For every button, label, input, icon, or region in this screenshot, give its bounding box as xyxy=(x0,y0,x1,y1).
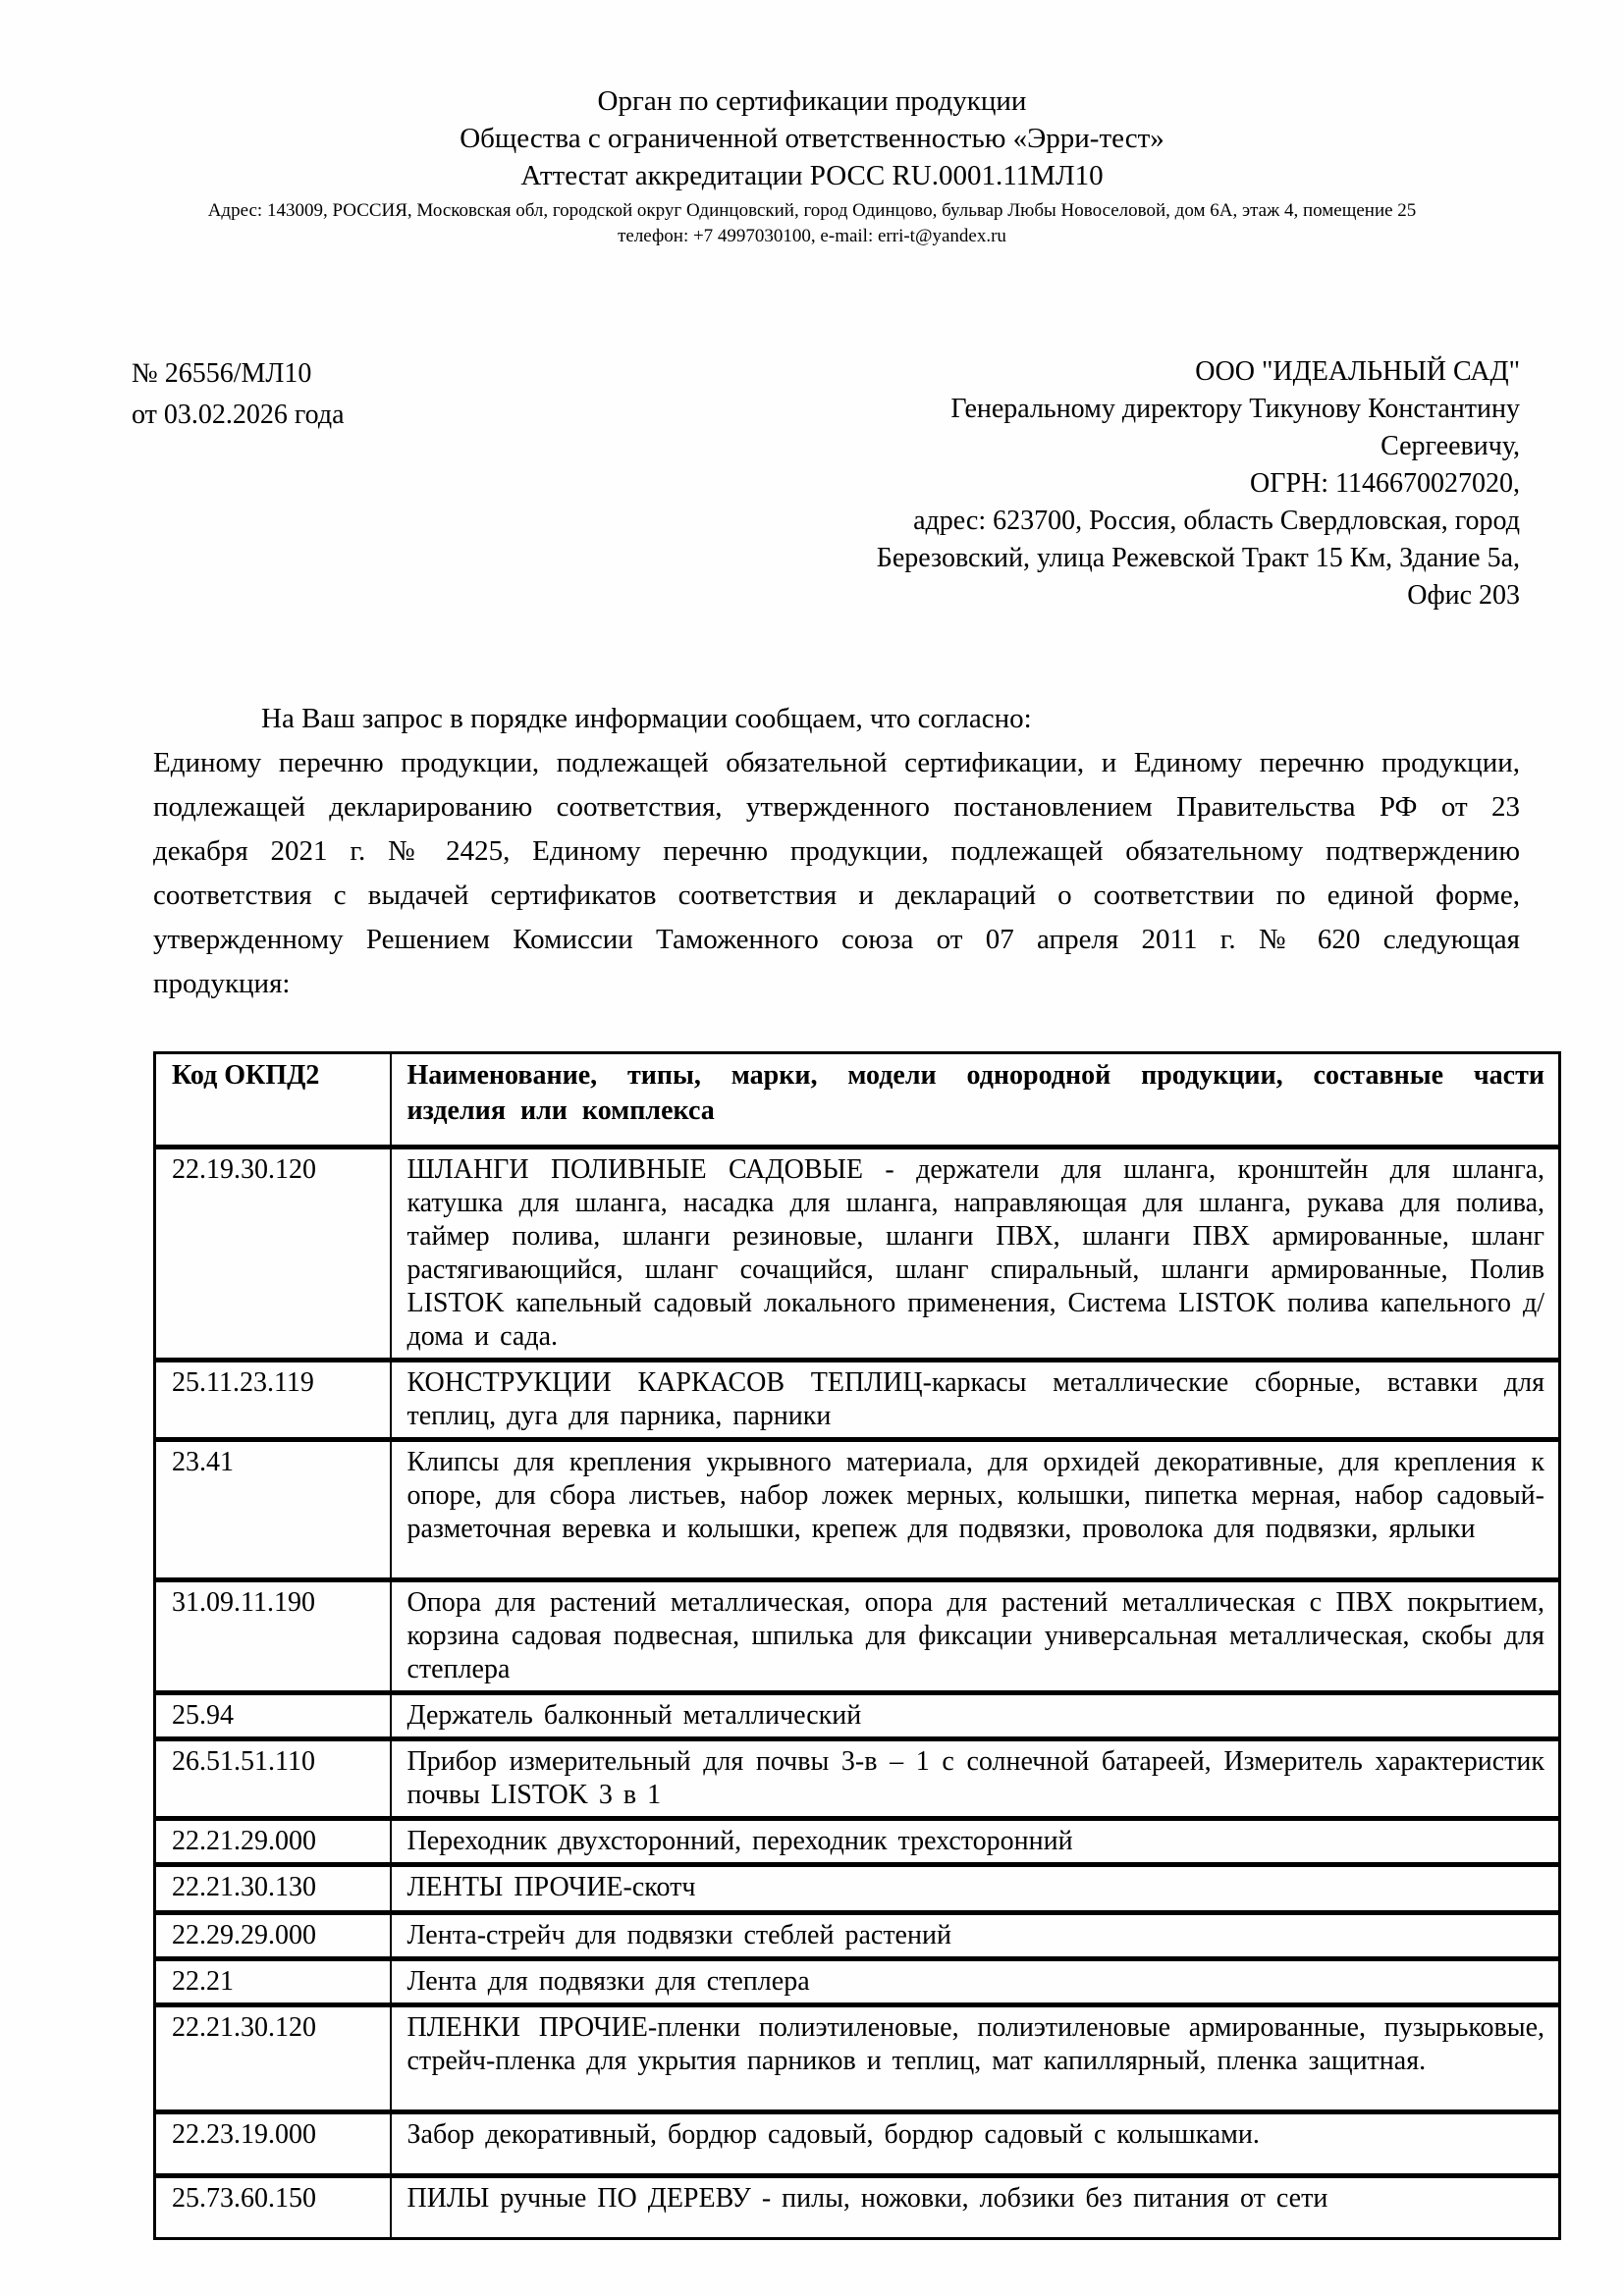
addressee-block xyxy=(877,353,1520,614)
row-desc-cell: Держатель балконный металлический xyxy=(391,1693,1560,1739)
row-code-cell: 25.11.23.119 xyxy=(155,1361,391,1440)
row-desc-cell: Переходник двухсторонний, переходник трехсторонний xyxy=(391,1819,1560,1865)
letterhead-contact: телефон: +7 4997030100, e-mail: erri-t@yandex.ru xyxy=(618,226,1006,246)
row-code-cell: 25.94 xyxy=(155,1693,391,1739)
row-code-cell: 22.21 xyxy=(155,1959,391,2005)
addressee-line: Генеральному директору Тикунову Константину xyxy=(950,394,1520,424)
table-row xyxy=(155,1693,1560,1739)
row-desc-cell: ПИЛЫ ручные ПО ДЕРЕВУ - пилы, ножовки, лобзики без питания от сети xyxy=(391,2176,1560,2239)
body-intro: На Ваш запрос в порядке информации сообщаем, что согласно: xyxy=(261,703,1032,734)
letter-body xyxy=(153,697,1520,1006)
letter-meta-row xyxy=(132,353,1561,614)
row-desc-cell: Прибор измерительный для почвы 3-в – 1 с солнечной батареей, Измеритель характеристик почвы LISTOK 3 в 1 xyxy=(391,1739,1560,1819)
row-desc-cell: ШЛАНГИ ПОЛИВНЫЕ САДОВЫЕ - держатели для шланга, кронштейн для шланга, катушка для шланга, насадка для шланга, направляющая для шланга, рукава для полива, таймер полива, шланги резиновые, шланги ПВХ, шланги ПВХ армированные, шланг растягивающийся, шланг сочащийся, шланг спиральный, шланги армированные, Полив LISTOK капельный садовый локального применения, Система LISTOK полива капельного д/дома и сада. xyxy=(391,1148,1560,1361)
row-code-cell: 22.21.30.130 xyxy=(155,1865,391,1913)
table-row xyxy=(155,1580,1560,1693)
table-row xyxy=(155,1913,1560,1959)
table-row xyxy=(155,1739,1560,1819)
letterhead-line-2: Общества с ограниченной ответственностью «Эрри-тест» xyxy=(460,123,1164,154)
table-row xyxy=(155,1819,1560,1865)
row-desc-cell: ПЛЕНКИ ПРОЧИЕ-пленки полиэтиленовые, полиэтиленовые армированные, пузырьковые, стрейч-пленка для укрытия парников и теплиц, мат капиллярный, пленка защитная. xyxy=(391,2005,1560,2112)
letterhead xyxy=(63,82,1561,249)
table-row xyxy=(155,1959,1560,2005)
table-row xyxy=(155,1361,1560,1440)
letter-number-block xyxy=(132,353,345,614)
letter-date: от 03.02.2026 года xyxy=(132,400,345,430)
table-row xyxy=(155,2112,1560,2176)
row-code-cell: 25.73.60.150 xyxy=(155,2176,391,2239)
row-desc-cell: Опора для растений металлическая, опора для растений металлическая с ПВХ покрытием, корзина садовая подвесная, шпилька для фиксации универсальная металлическая, скобы для степлера xyxy=(391,1580,1560,1693)
addressee-line: ОГРН: 1146670027020, xyxy=(1250,468,1520,499)
table-row xyxy=(155,1440,1560,1580)
table-header-row xyxy=(155,1053,1560,1148)
row-desc-cell: Лента для подвязки для степлера xyxy=(391,1959,1560,2005)
table-header-name: Наименование, типы, марки, модели однородной продукции, составные части изделия или комплекса xyxy=(391,1053,1560,1148)
row-code-cell: 22.21.29.000 xyxy=(155,1819,391,1865)
row-code-cell: 26.51.51.110 xyxy=(155,1739,391,1819)
row-desc-cell: Клипсы для крепления укрывного материала, для орхидей декоративные, для крепления к опоре, для сбора листьев, набор ложек мерных, колышки, пипетка мерная, набор садовый-разметочная веревка и колышки, крепеж для подвязки, проволока для подвязки, ярлыки xyxy=(391,1440,1560,1580)
row-code-cell: 31.09.11.190 xyxy=(155,1580,391,1693)
products-table xyxy=(153,1051,1561,2240)
table-header-code: Код ОКПД2 xyxy=(155,1053,391,1148)
addressee-line: адрес: 623700, Россия, область Свердловская, город xyxy=(913,506,1520,536)
addressee-line: ООО "ИДЕАЛЬНЫЙ САД" xyxy=(1195,356,1520,387)
row-code-cell: 22.23.19.000 xyxy=(155,2112,391,2176)
letterhead-line-1: Орган по сертификации продукции xyxy=(597,85,1027,117)
row-code-cell: 23.41 xyxy=(155,1440,391,1580)
body-paragraph: Единому перечню продукции, подлежащей обязательной сертификации, и Единому перечню продукции, подлежащей декларированию соответствия, утвержденного постановлением Правительства РФ от 23 декабря 2021 г. № 2425, Единому перечню продукции, подлежащей обязательному подтверждению соответствия с выдачей сертификатов соответствия и деклараций о соответствии по единой форме, утвержденному Решением Комиссии Таможенного союза от 07 апреля 2011 г. № 620 следующая продукция: xyxy=(153,747,1520,999)
row-desc-cell: ЛЕНТЫ ПРОЧИЕ-скотч xyxy=(391,1865,1560,1913)
letterhead-line-3: Аттестат аккредитации РОСС RU.0001.11МЛ10 xyxy=(520,160,1104,191)
addressee-line: Офис 203 xyxy=(1407,580,1520,611)
table-row xyxy=(155,2005,1560,2112)
row-code-cell: 22.21.30.120 xyxy=(155,2005,391,2112)
addressee-line: Березовский, улица Режевской Тракт 15 Км, Здание 5а, xyxy=(876,543,1520,573)
table-row xyxy=(155,1865,1560,1913)
addressee-line: Сергеевичу, xyxy=(1380,431,1520,461)
row-desc-cell: Лента-стрейч для подвязки стеблей растений xyxy=(391,1913,1560,1959)
row-desc-cell: Забор декоративный, бордюр садовый, бордюр садовый с колышками. xyxy=(391,2112,1560,2176)
table-row xyxy=(155,1148,1560,1361)
letter-number: № 26556/МЛ10 xyxy=(132,358,312,389)
row-desc-cell: КОНСТРУКЦИИ КАРКАСОВ ТЕПЛИЦ-каркасы металлические сборные, вставки для теплиц, дуга для парника, парники xyxy=(391,1361,1560,1440)
table-row xyxy=(155,2176,1560,2239)
row-code-cell: 22.19.30.120 xyxy=(155,1148,391,1361)
letterhead-address: Адрес: 143009, РОССИЯ, Московская обл, городской округ Одинцовский, город Одинцово, бульвар Любы Новоселовой, дом 6А, этаж 4, помещение 25 xyxy=(207,200,1417,221)
row-code-cell: 22.29.29.000 xyxy=(155,1913,391,1959)
